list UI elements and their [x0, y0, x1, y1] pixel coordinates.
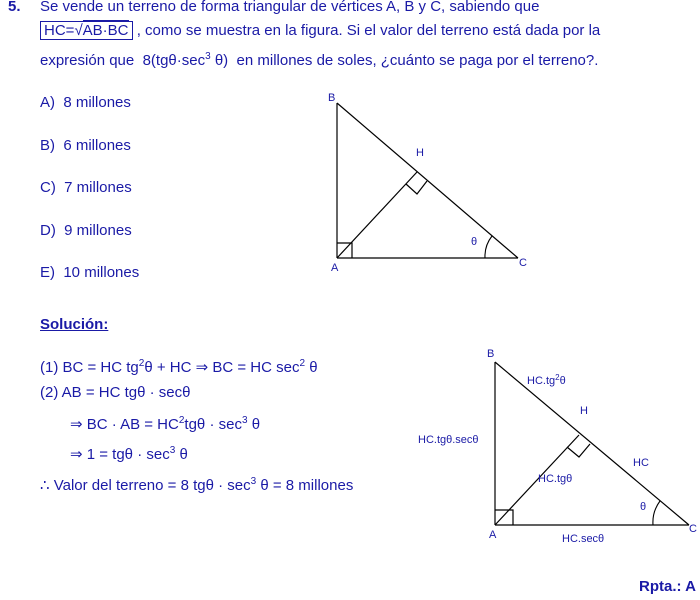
solution-step-3: ⇒ BC · AB = $HC^2tg\theta \cdot \sec^3 \theta$ [70, 415, 261, 433]
problem-line-2-rest: , como se muestra en la figura. Si el valor del terreno está dada por la [136, 22, 601, 39]
vertex-a-label: A [331, 262, 339, 274]
segment-ac-label: HC.secθ [562, 533, 605, 545]
angle-arc-c [485, 236, 492, 258]
problem-line-2 [40, 22, 600, 39]
problem-line-1: Se vende un terreno de forma triangular de vértices A, B y C, sabiendo que [40, 0, 540, 15]
segment-ab-label: HC.tgθ.secθ [418, 434, 479, 446]
side-bc [337, 103, 518, 258]
solution-step-2: (2) AB = HC tgθ · secθ [40, 384, 191, 401]
right-angle-mark-h [406, 181, 427, 194]
vertex-a-label-bottom: A [489, 529, 497, 541]
angle-arc-c-bottom [653, 501, 660, 525]
problem-line-3: expresión que $8(tg\theta\cdot\sec^3$ θ) en millones de soles, ¿cuánto se paga por el terreno?. [40, 51, 599, 69]
option-e: E) 10 millones [40, 264, 140, 281]
option-d: D) 9 millones [40, 222, 132, 239]
problem-number: 5. [8, 0, 21, 15]
side-bc-bottom [495, 362, 689, 525]
theta-label-bottom: θ [640, 501, 647, 513]
bottom-triangle-figure [415, 340, 700, 555]
value-expression: $8(tg\theta\cdot\sec^3$ θ) [142, 51, 229, 69]
solution-conclusion: ∴ Valor del terreno = 8 $tg\theta \cdot \sec^3 \theta = 8$ millones [40, 476, 354, 494]
option-b: B) 6 millones [40, 137, 131, 154]
theta-label: θ [471, 236, 478, 248]
vertex-c-label: C [519, 257, 527, 269]
option-a: A) 8 millones [40, 94, 131, 111]
vertex-b-label: B [328, 92, 336, 104]
segment-bh-label: $HC.tg^2\theta$ [527, 373, 566, 387]
solution-title: Solución: [40, 316, 109, 333]
altitude-ah [337, 172, 417, 258]
solution-step-1: (1) BC = HC $tg^2\theta$ + HC ⇒ BC = HC $\sec^2 \theta$ [40, 358, 318, 376]
point-h-label: H [416, 147, 424, 159]
segment-hc-label: HC [633, 457, 649, 469]
vertex-c-label-bottom: C [689, 523, 697, 535]
solution-step-4: ⇒ $1 = tg\theta \cdot \sec^3 \theta$ [70, 445, 188, 463]
hc-formula: HC=√AB·BC [40, 21, 133, 40]
point-h-label-bottom: H [580, 405, 588, 417]
right-angle-mark-h-bottom [567, 444, 590, 457]
answer-label: Rpta.: A [639, 578, 696, 595]
top-triangle-figure [320, 88, 540, 278]
option-c: C) 7 millones [40, 179, 132, 196]
segment-ah-label: HC.tgθ [538, 473, 573, 485]
vertex-b-label-bottom: B [487, 348, 495, 360]
